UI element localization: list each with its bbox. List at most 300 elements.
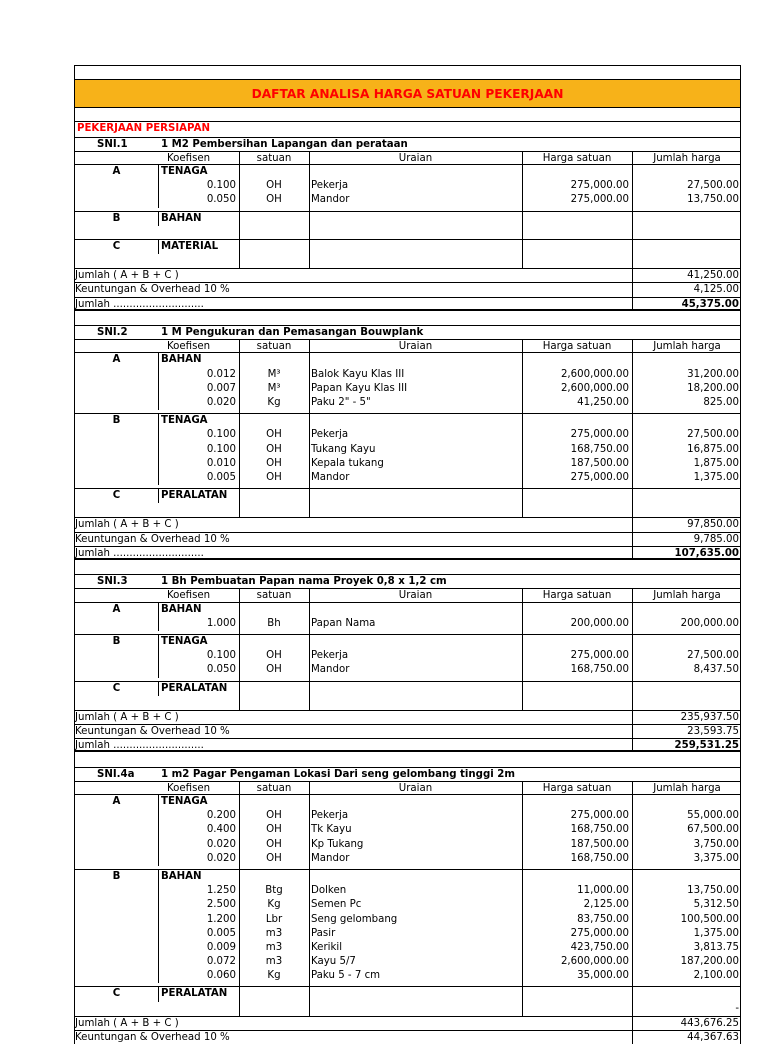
harga-satuan-value: 423,750.00 bbox=[570, 941, 629, 953]
grid-line bbox=[632, 428, 633, 442]
grid-line bbox=[632, 725, 633, 738]
grid-line bbox=[309, 410, 310, 413]
overhead-value: 9,785.00 bbox=[693, 533, 739, 545]
group-row bbox=[75, 795, 740, 809]
grid-line bbox=[309, 396, 310, 410]
detail-row bbox=[75, 823, 740, 837]
grid-line bbox=[309, 809, 310, 823]
grid-line bbox=[632, 711, 633, 724]
column-header-row bbox=[75, 151, 740, 165]
grid-line bbox=[522, 870, 523, 884]
group-row bbox=[75, 489, 740, 503]
grid-line bbox=[309, 382, 310, 396]
grid-line bbox=[309, 503, 310, 517]
item-code: SNI.4a bbox=[97, 768, 135, 780]
header-jumlah-harga: Jumlah harga bbox=[653, 782, 721, 794]
grid-line bbox=[239, 838, 240, 852]
satuan-value: OH bbox=[266, 443, 282, 455]
sum-abc-label: Jumlah ( A + B + C ) bbox=[75, 519, 179, 531]
grid-line bbox=[522, 823, 523, 837]
detail-row bbox=[75, 809, 740, 823]
jumlah-harga-value: 1,875.00 bbox=[693, 457, 739, 469]
grid-line bbox=[239, 414, 240, 428]
grid-line bbox=[522, 368, 523, 382]
koefisien-value: 1.250 bbox=[206, 885, 236, 897]
group-name: TENAGA bbox=[161, 165, 208, 177]
sum-abc-row bbox=[75, 1016, 740, 1030]
uraian-value: Paku 5 - 7 cm bbox=[311, 970, 381, 982]
grid-line bbox=[239, 410, 240, 413]
group-name: PERALATAN bbox=[161, 490, 228, 502]
grid-line bbox=[522, 503, 523, 517]
grid-line bbox=[522, 414, 523, 428]
satuan-value: M³ bbox=[267, 382, 281, 394]
total-value: 45,375.00 bbox=[681, 298, 739, 309]
grid-line bbox=[309, 696, 310, 710]
grid-line bbox=[158, 428, 159, 442]
group-row bbox=[75, 870, 740, 884]
harga-satuan-value: 168,750.00 bbox=[570, 443, 629, 455]
grid-line bbox=[158, 457, 159, 471]
title-banner bbox=[75, 80, 740, 108]
grid-line bbox=[309, 193, 310, 207]
group-letter: C bbox=[112, 682, 121, 694]
grid-line bbox=[309, 240, 310, 254]
satuan-value: Kg bbox=[267, 396, 281, 408]
peralatan-value: - bbox=[735, 1002, 739, 1014]
group-name: BAHAN bbox=[161, 212, 202, 224]
satuan-value: OH bbox=[266, 180, 282, 192]
group-letter: C bbox=[112, 240, 121, 252]
grid-line bbox=[632, 471, 633, 485]
grid-line bbox=[632, 212, 633, 226]
harga-satuan-value: 83,750.00 bbox=[577, 913, 629, 925]
detail-row bbox=[75, 884, 740, 898]
uraian-value: Mandor bbox=[311, 471, 350, 483]
grid-line bbox=[522, 1002, 523, 1016]
grid-line bbox=[309, 165, 310, 179]
grid-line bbox=[158, 682, 159, 696]
grid-line bbox=[158, 913, 159, 927]
item-code: SNI.3 bbox=[97, 576, 128, 588]
jumlah-harga-value: 1,375.00 bbox=[693, 927, 739, 939]
harga-satuan-value: 2,600,000.00 bbox=[560, 382, 629, 394]
grid-line bbox=[522, 782, 523, 794]
uraian-value: Mandor bbox=[311, 194, 350, 206]
detail-row bbox=[75, 913, 740, 927]
koefisien-value: 0.005 bbox=[206, 927, 236, 939]
group-letter: B bbox=[112, 415, 121, 427]
jumlah-harga-value: 27,500.00 bbox=[687, 429, 739, 441]
jumlah-harga-value: 27,500.00 bbox=[687, 650, 739, 662]
grid-line bbox=[158, 941, 159, 955]
group-letter: C bbox=[112, 988, 121, 1000]
overhead-value: 23,593.75 bbox=[687, 726, 739, 738]
sum-abc-row bbox=[75, 710, 740, 724]
harga-satuan-value: 200,000.00 bbox=[570, 617, 629, 629]
detail-row bbox=[75, 193, 740, 207]
grid-line bbox=[309, 631, 310, 634]
grid-line bbox=[239, 240, 240, 254]
group-row bbox=[75, 987, 740, 1001]
item-description: 1 M2 Pembersihan Lapangan dan perataan bbox=[161, 138, 408, 150]
grid-line bbox=[522, 838, 523, 852]
grid-line bbox=[239, 489, 240, 503]
overhead-label: Keuntungan & Overhead 10 % bbox=[75, 284, 230, 296]
grid-line bbox=[309, 485, 310, 488]
grid-line bbox=[522, 987, 523, 1001]
blank-row bbox=[75, 560, 740, 574]
analysis-items bbox=[75, 137, 740, 1044]
uraian-value: Pekerja bbox=[311, 429, 349, 441]
header-harga-satuan: Harga satuan bbox=[542, 590, 612, 602]
jumlah-harga-value: 187,200.00 bbox=[680, 956, 739, 968]
item-code: SNI.2 bbox=[97, 327, 128, 338]
koefisien-value: 1.000 bbox=[206, 617, 236, 629]
grid-line bbox=[239, 603, 240, 617]
group-name: PERALATAN bbox=[161, 682, 228, 694]
section-title-row bbox=[75, 122, 740, 136]
grid-line bbox=[239, 254, 240, 268]
header-uraian: Uraian bbox=[398, 590, 433, 602]
grid-line bbox=[522, 884, 523, 898]
grid-line bbox=[309, 471, 310, 485]
grid-line bbox=[239, 678, 240, 681]
grid-line bbox=[522, 226, 523, 239]
koefisien-value: 0.072 bbox=[206, 956, 236, 968]
uraian-value: Papan Kayu Klas III bbox=[311, 382, 408, 394]
grid-line bbox=[522, 193, 523, 207]
grid-line bbox=[309, 866, 310, 869]
koefisien-value: 0.200 bbox=[206, 810, 236, 822]
group-letter: B bbox=[112, 635, 121, 647]
grid-line bbox=[309, 663, 310, 677]
jumlah-harga-value: 3,750.00 bbox=[693, 838, 739, 850]
grid-line bbox=[239, 870, 240, 884]
grid-line bbox=[522, 382, 523, 396]
grid-line bbox=[309, 969, 310, 983]
grid-line bbox=[632, 382, 633, 396]
grid-line bbox=[632, 485, 633, 488]
grid-line bbox=[632, 898, 633, 912]
koefisien-value: 0.005 bbox=[206, 471, 236, 483]
group-letter: B bbox=[112, 870, 121, 882]
grid-line bbox=[522, 485, 523, 488]
item-title-row bbox=[75, 767, 740, 781]
grid-line bbox=[522, 682, 523, 696]
satuan-value: OH bbox=[266, 824, 282, 836]
grid-line bbox=[309, 589, 310, 601]
grid-line bbox=[522, 489, 523, 503]
grid-line bbox=[309, 678, 310, 681]
grid-line bbox=[158, 179, 159, 193]
grid-line bbox=[632, 852, 633, 866]
grid-line bbox=[309, 152, 310, 164]
grid-line bbox=[309, 823, 310, 837]
sum-abc-label: Jumlah ( A + B + C ) bbox=[75, 711, 179, 723]
grid-line bbox=[632, 340, 633, 352]
koefisien-value: 0.020 bbox=[206, 396, 236, 408]
koefisien-value: 2.500 bbox=[206, 899, 236, 911]
sum-abc-label: Jumlah ( A + B + C ) bbox=[75, 270, 179, 282]
harga-satuan-value: 275,000.00 bbox=[570, 194, 629, 206]
grid-line bbox=[309, 254, 310, 268]
detail-row bbox=[75, 443, 740, 457]
grid-line bbox=[632, 927, 633, 941]
grid-line bbox=[239, 179, 240, 193]
grid-line bbox=[309, 927, 310, 941]
grid-line bbox=[522, 428, 523, 442]
uraian-value: Pasir bbox=[311, 927, 336, 939]
grid-line bbox=[632, 635, 633, 649]
column-header-row bbox=[75, 781, 740, 795]
satuan-value: m3 bbox=[265, 956, 283, 968]
detail-row bbox=[75, 955, 740, 969]
koefisien-value: 0.050 bbox=[206, 194, 236, 206]
grid-line bbox=[158, 212, 159, 226]
satuan-value: OH bbox=[266, 838, 282, 850]
detail-row bbox=[75, 428, 740, 442]
jumlah-harga-value: 2,100.00 bbox=[693, 970, 739, 982]
total-row bbox=[75, 738, 740, 752]
grid-line bbox=[309, 635, 310, 649]
uraian-value: Tukang Kayu bbox=[311, 443, 376, 455]
grid-line bbox=[158, 368, 159, 382]
grid-line bbox=[632, 489, 633, 503]
uraian-value: Kepala tukang bbox=[311, 457, 384, 469]
item-description: 1 m2 Pagar Pengaman Lokasi Dari seng gelombang tinggi 2m bbox=[161, 768, 515, 780]
header-koefisien: Koefisen bbox=[167, 341, 211, 353]
grid-line bbox=[522, 969, 523, 983]
grid-line bbox=[522, 152, 523, 164]
uraian-value: Pekerja bbox=[311, 180, 349, 192]
jumlah-harga-value: 18,200.00 bbox=[687, 382, 739, 394]
item-title-row bbox=[75, 137, 740, 151]
detail-row bbox=[75, 663, 740, 677]
grid-line bbox=[632, 533, 633, 546]
grid-line bbox=[239, 340, 240, 352]
satuan-value: m3 bbox=[265, 941, 283, 953]
grid-line bbox=[158, 884, 159, 898]
grid-line bbox=[239, 782, 240, 794]
grid-line bbox=[239, 631, 240, 634]
item-description: 1 Bh Pembuatan Papan nama Proyek 0,8 x 1,2 cm bbox=[161, 576, 447, 588]
grid-line bbox=[632, 254, 633, 268]
grid-line bbox=[239, 485, 240, 488]
group-row bbox=[75, 682, 740, 696]
grid-line bbox=[632, 678, 633, 681]
grid-line bbox=[158, 635, 159, 649]
grid-line bbox=[632, 870, 633, 884]
detail-row bbox=[75, 396, 740, 410]
group-filler bbox=[75, 226, 740, 240]
grid-line bbox=[632, 696, 633, 710]
grid-line bbox=[239, 866, 240, 869]
detail-row bbox=[75, 382, 740, 396]
grid-line bbox=[522, 663, 523, 677]
grid-line bbox=[158, 193, 159, 207]
grid-line bbox=[158, 443, 159, 457]
overhead-label: Keuntungan & Overhead 10 % bbox=[75, 533, 230, 545]
grid-line bbox=[522, 603, 523, 617]
header-uraian: Uraian bbox=[398, 152, 433, 164]
grid-line bbox=[632, 152, 633, 164]
grid-line bbox=[158, 852, 159, 866]
jumlah-harga-value: 13,750.00 bbox=[687, 885, 739, 897]
grid-line bbox=[239, 955, 240, 969]
satuan-value: Kg bbox=[267, 899, 281, 911]
grid-line bbox=[632, 1031, 633, 1044]
grid-line bbox=[239, 682, 240, 696]
grid-line bbox=[632, 269, 633, 282]
blank-row bbox=[75, 752, 740, 766]
uraian-value: Seng gelombang bbox=[311, 913, 398, 925]
grid-line bbox=[522, 696, 523, 710]
sum-abc-row bbox=[75, 268, 740, 282]
header-satuan: satuan bbox=[256, 152, 292, 164]
grid-line bbox=[309, 226, 310, 239]
uraian-value: Kayu 5/7 bbox=[311, 956, 356, 968]
grid-line bbox=[309, 682, 310, 696]
grid-line bbox=[309, 179, 310, 193]
grid-line bbox=[239, 983, 240, 986]
harga-satuan-value: 187,500.00 bbox=[570, 838, 629, 850]
grid-line bbox=[239, 809, 240, 823]
header-harga-satuan: Harga satuan bbox=[542, 341, 612, 353]
grid-line bbox=[158, 240, 159, 254]
grid-line bbox=[239, 649, 240, 663]
harga-satuan-value: 2,600,000.00 bbox=[560, 368, 629, 380]
jumlah-harga-value: 13,750.00 bbox=[687, 194, 739, 206]
header-koefisien: Koefisen bbox=[167, 152, 211, 164]
total-label: Jumlah ............................ bbox=[75, 547, 204, 558]
grid-line bbox=[239, 663, 240, 677]
grid-line bbox=[158, 969, 159, 983]
uraian-value: Kerikil bbox=[311, 941, 343, 953]
grid-line bbox=[522, 913, 523, 927]
jumlah-harga-value: 55,000.00 bbox=[687, 810, 739, 822]
grid-line bbox=[239, 852, 240, 866]
grid-line bbox=[158, 795, 159, 809]
grid-line bbox=[239, 795, 240, 809]
grid-line bbox=[158, 823, 159, 837]
total-row bbox=[75, 546, 740, 560]
blank-row bbox=[75, 66, 740, 80]
grid-line bbox=[239, 969, 240, 983]
grid-line bbox=[632, 782, 633, 794]
grid-line bbox=[522, 635, 523, 649]
harga-satuan-value: 275,000.00 bbox=[570, 927, 629, 939]
group-row bbox=[75, 353, 740, 367]
grid-line bbox=[309, 898, 310, 912]
satuan-value: M³ bbox=[267, 368, 281, 380]
grid-line bbox=[632, 663, 633, 677]
group-letter: B bbox=[112, 212, 121, 224]
uraian-value: Mandor bbox=[311, 664, 350, 676]
overhead-row bbox=[75, 1030, 740, 1044]
koefisien-value: 0.010 bbox=[206, 457, 236, 469]
satuan-value: OH bbox=[266, 429, 282, 441]
grid-line bbox=[522, 212, 523, 226]
jumlah-harga-value: 825.00 bbox=[703, 396, 739, 408]
blank-row bbox=[75, 108, 740, 122]
grid-line bbox=[632, 809, 633, 823]
grid-line bbox=[522, 208, 523, 211]
koefisien-value: 0.100 bbox=[206, 443, 236, 455]
satuan-value: OH bbox=[266, 852, 282, 864]
harga-satuan-value: 168,750.00 bbox=[570, 664, 629, 676]
satuan-value: OH bbox=[266, 650, 282, 662]
grid-line bbox=[632, 913, 633, 927]
grid-line bbox=[632, 1017, 633, 1030]
grid-line bbox=[239, 898, 240, 912]
grid-line bbox=[632, 547, 633, 558]
grid-line bbox=[309, 353, 310, 367]
item-title-row bbox=[75, 325, 740, 339]
grid-line bbox=[309, 852, 310, 866]
grid-line bbox=[239, 941, 240, 955]
grid-line bbox=[158, 809, 159, 823]
header-satuan: satuan bbox=[256, 782, 292, 794]
grid-line bbox=[632, 739, 633, 750]
grid-line bbox=[158, 987, 159, 1001]
grid-line bbox=[309, 368, 310, 382]
grid-line bbox=[522, 649, 523, 663]
harga-satuan-value: 35,000.00 bbox=[577, 970, 629, 982]
overhead-value: 44,367.63 bbox=[687, 1032, 739, 1043]
jumlah-harga-value: 8,437.50 bbox=[693, 664, 739, 676]
detail-row bbox=[75, 927, 740, 941]
group-name: TENAGA bbox=[161, 796, 208, 807]
uraian-value: Papan Nama bbox=[311, 617, 376, 629]
grid-line bbox=[632, 884, 633, 898]
group-letter: A bbox=[112, 603, 121, 615]
harga-satuan-value: 11,000.00 bbox=[577, 885, 629, 897]
group-row bbox=[75, 603, 740, 617]
uraian-value: Semen Pc bbox=[311, 899, 362, 911]
item-title-row bbox=[75, 574, 740, 588]
grid-line bbox=[158, 353, 159, 367]
uraian-value: Mandor bbox=[311, 852, 350, 864]
header-jumlah-harga: Jumlah harga bbox=[653, 590, 721, 602]
grid-line bbox=[239, 1002, 240, 1016]
koefisien-value: 0.009 bbox=[206, 941, 236, 953]
grid-line bbox=[239, 457, 240, 471]
grid-line bbox=[239, 913, 240, 927]
column-header-row bbox=[75, 339, 740, 353]
header-satuan: satuan bbox=[256, 341, 292, 353]
grid-line bbox=[239, 165, 240, 179]
detail-row bbox=[75, 969, 740, 983]
grid-line bbox=[158, 898, 159, 912]
overhead-label: Keuntungan & Overhead 10 % bbox=[75, 726, 230, 738]
detail-row bbox=[75, 852, 740, 866]
grid-line bbox=[522, 983, 523, 986]
jumlah-harga-value: 16,875.00 bbox=[687, 443, 739, 455]
koefisien-value: 0.100 bbox=[206, 429, 236, 441]
header-jumlah-harga: Jumlah harga bbox=[653, 152, 721, 164]
grid-line bbox=[522, 866, 523, 869]
spreadsheet bbox=[74, 65, 741, 1044]
grid-line bbox=[632, 208, 633, 211]
satuan-value: OH bbox=[266, 457, 282, 469]
harga-satuan-value: 275,000.00 bbox=[570, 810, 629, 822]
jumlah-harga-value: 27,500.00 bbox=[687, 180, 739, 192]
header-harga-satuan: Harga satuan bbox=[542, 152, 612, 164]
grid-line bbox=[158, 471, 159, 485]
grid-line bbox=[632, 457, 633, 471]
harga-satuan-value: 2,125.00 bbox=[583, 899, 629, 911]
